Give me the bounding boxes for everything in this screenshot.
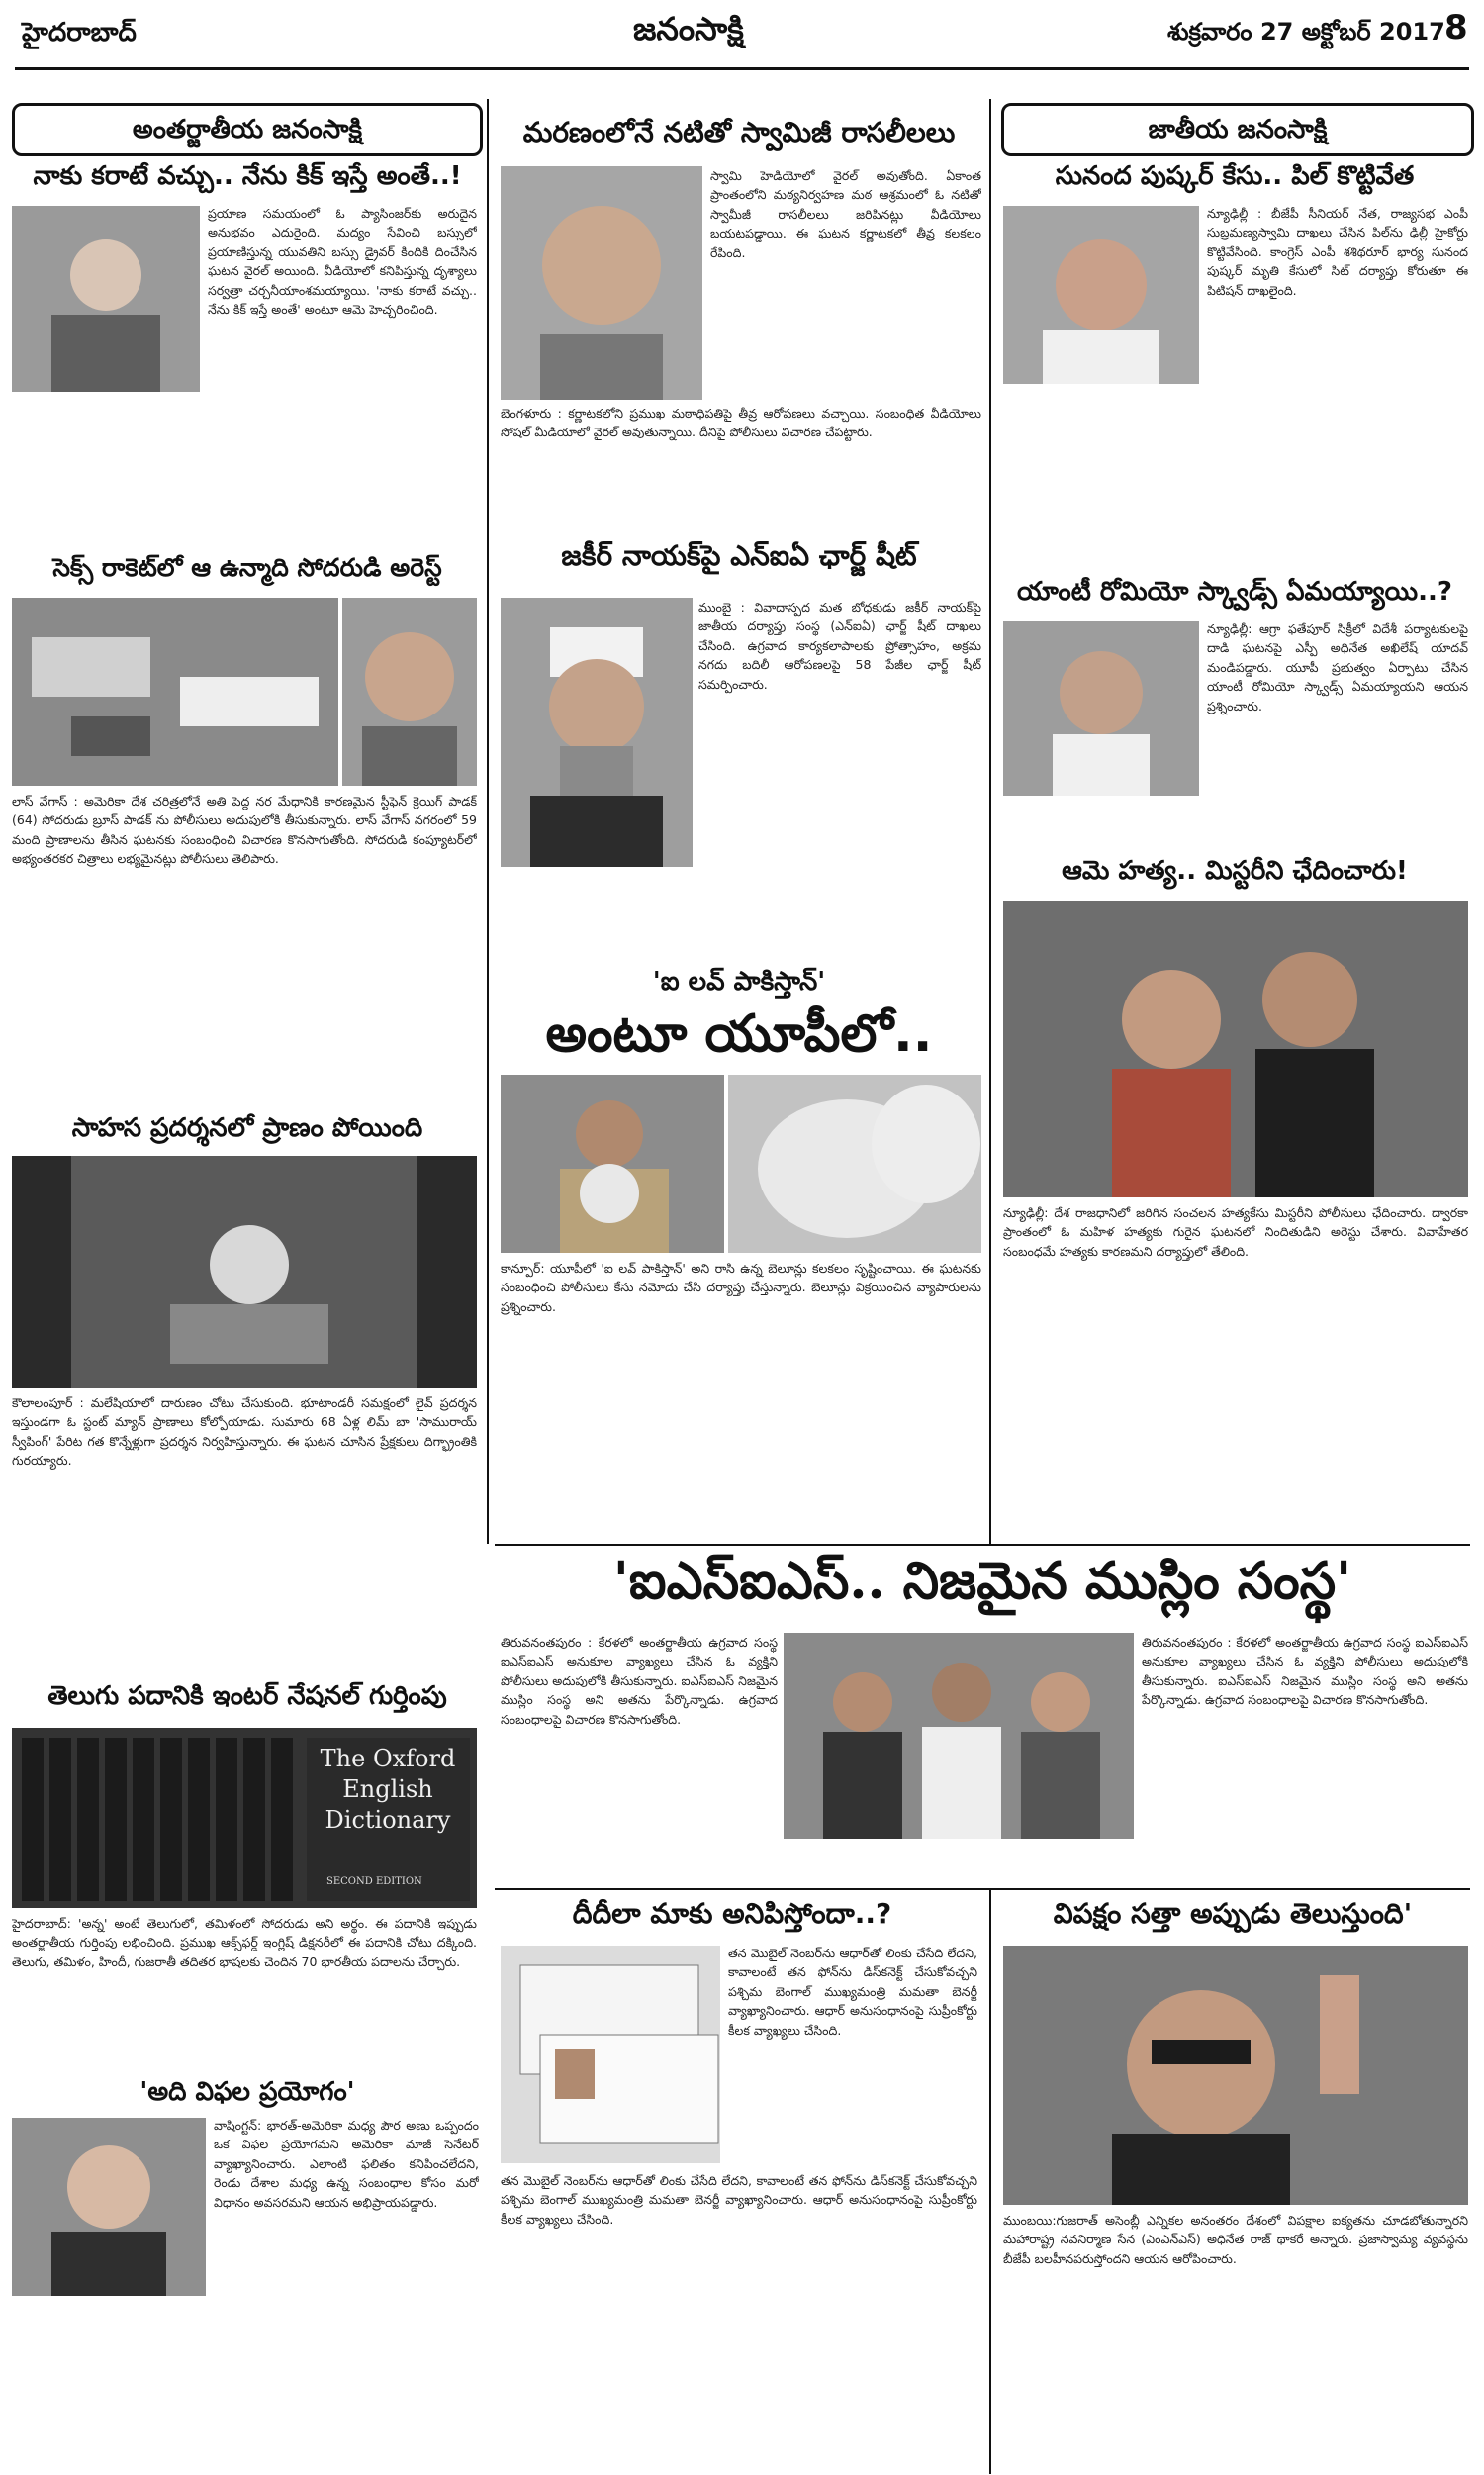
photo-zakir-naik [501,598,693,867]
photo-aadhar-cards [501,1946,720,2163]
lower-divider [495,1544,1470,1546]
photo-senator [12,2118,206,2296]
headline-aadhar: దీదీలా మాకు అనిపిస్తోందా..? [572,1897,892,1930]
headline-raj-thackeray: విపక్షం సత్తా అప్పుడు తెలుస్తుంది' [1053,1897,1413,1930]
body-isis-2: తిరువనంతపురం : కేరళలో అంతర్జాతీయ ఉగ్రవాద సంస్థ ఐఎస్ఐఎస్ అనుకూల వ్యాఖ్యలు చేసిన ఓ వ్యక్తిని పోలీసులు అదుపులోకి తీసుకున్నారు. ఐఎస్ఐఎస్ నిజమైన ముస్లిం సంస్థ అని అతను పేర్కొన్నాడు. ఉగ్రవాద సంబంధాలపై విచారణ కొనసాగుతోంది. [1142,1635,1468,1708]
body-i-love-pakistan: కాన్పూర్: యూపీలో 'ఐ లవ్ పాకిస్తాన్' అని రాసి ఉన్న బెలూన్లు కలకలం సృష్టించాయి. ఈ ఘటనకు సంబంధించి పోలీసులు కేసు నమోదు చేసి దర్యాప్తు చేస్తున్నారు. బెలూన్లు విక్రయించిన వ్యాపారులను ప్రశ్నించారు. [501,1261,981,1314]
section-international: అంతర్జాతీయ జనంసాక్షి [12,103,483,156]
column-divider [989,99,991,1544]
body-anti-romeo: న్యూఢిల్లీ: ఆగ్రా ఫతేపూర్ సిక్రీలో విదేశీ పర్యాటకులపై దాడి ఘటనపై ఎస్పీ అధినేత అఖిలేష్ యాదవ్ మండిపడ్డారు. యూపీ ప్రభుత్వం ఏర్పాటు చేసిన యాంటీ రోమియో స్క్వాడ్స్ ఏమయ్యాయని ఆయన ప్రశ్నించారు. [1207,621,1468,714]
photo-stunt [12,1156,477,1388]
body-aadhar-2: తన మొబైల్ నెంబర్‌ను ఆధార్‌తో లింకు చేసేది లేదని, కావాలంటే తన ఫోన్‌ను డిస్‌కనెక్ట్ చేసుకోవచ్చని పశ్చిమ బెంగాల్ ముఖ్యమంత్రి మమతా బెనర్జీ వ్యాఖ్యానించారు. ఆధార్ అనుసంధానంపై సుప్రీంకోర్టు కీలక వ్యాఖ్యలు చేసింది. [501,2173,977,2227]
headline-murder-mystery: ఆమె హత్య.. మిస్టరీని ఛేదించారు! [1062,856,1408,886]
column-divider [487,99,489,1544]
page-number: 8 [1444,8,1468,48]
body-telugu-word: హైదరాబాద్: 'అన్న' అంటే తెలుగులో, తమిళంలో సోదరుడు అని అర్థం. ఈ పదానికి ఇప్పుడు అంతర్జాతీయ గుర్తింపు లభించింది. ప్రముఖ ఆక్స్‌ఫర్డ్ ఇంగ్లిష్ డిక్షనరీలో ఈ పదానికి చోటు దక్కింది. తెలుగు, తమిళం, హిందీ, గుజరాతీ తదితర భాషలకు చెందిన 70 భారతీయ పదాలను చేర్చారు. [12,1916,477,1969]
oxford-edition: SECOND EDITION [326,1876,422,1887]
body-isis: తిరువనంతపురం : కేరళలో అంతర్జాతీయ ఉగ్రవాద సంస్థ ఐఎస్ఐఎస్ అనుకూల వ్యాఖ్యలు చేసిన ఓ వ్యక్తిని పోలీసులు అదుపులోకి తీసుకున్నారు. ఐఎస్ఐఎస్ నిజమైన ముస్లిం సంస్థ అని అతను పేర్కొన్నాడు. ఉగ్రవాద సంబంధాలపై విచారణ కొనసాగుతోంది. [501,1635,778,1727]
oxford-caption: The Oxford English Dictionary [320,1745,456,1835]
lower-column-divider [989,1890,991,2474]
body-raj-thackeray: ముంబయి:గుజరాత్ అసెంబ్లీ ఎన్నికల అనంతరం దేశంలో విపక్షాల ఐక్యతను చూడబోతున్నారని మహారాష్ట్ర నవనిర్మాణ సేన (ఎంఎన్ఎస్) అధినేత రాజ్ థాకరే అన్నారు. ప్రజాస్వామ్య వ్యవస్థను బీజేపీ బలహీనపరుస్తోందని ఆయన ఆరోపించారు. [1003,2213,1468,2266]
body-stunt: కౌలాలంపూర్ : మలేషియాలో దారుణం చోటు చేసుకుంది. భూటాండరీ సమక్షంలో లైవ్ ప్రదర్శన ఇస్తుండగా ఓ స్టంట్ మ్యాన్ ప్రాణాలు కోల్పోయాడు. సుమారు 68 ఏళ్ల లిమ్ బా 'సామురాయ్ స్వీపింగ్' పేరిట గత కొన్నేళ్లుగా ప్రదర్శన నిర్వహిస్తున్నారు. ఈ ఘటన చూసిన ప్రేక్షకులు దిగ్భ్రాంతికి గురయ్యారు. [12,1395,477,1469]
masthead-city: హైదరాబాద్ [22,18,137,48]
photo-balloon-officer [501,1075,724,1253]
photo-isis-arrest [784,1633,1134,1839]
photo-couple [1003,901,1468,1197]
headline-telugu-word: తెలుగు పదానికి ఇంటర్ నేషనల్ గుర్తింపు [47,1681,447,1711]
headline-karate: నాకు కరాటే వచ్చు.. నేను కిక్ ఇస్తే అంతే..! [33,161,462,191]
photo-raj-thackeray [1003,1946,1468,2205]
headline-sunanda: సునంద పుష్కర్ కేసు.. పిల్ కొట్టివేత [1055,161,1415,191]
body-failed-experiment: వాషింగ్టన్: భారత్-అమెరికా మధ్య పౌర అణు ఒప్పందం ఒక విఫల ప్రయోగమని అమెరికా మాజీ సెనేటర్ వ్యాఖ్యానించారు. ఎలాంటి ఫలితం కనిపించలేదని, రెండు దేశాల మధ్య ఉన్న సంబంధాల కోసం మరో విధానం అవసరమని ఆయన అభిప్రాయపడ్డారు. [214,2118,479,2210]
body-aadhar: తన మొబైల్ నెంబర్‌ను ఆధార్‌తో లింకు చేసేది లేదని, కావాలంటే తన ఫోన్‌ను డిస్‌కనెక్ట్ చేసుకోవచ్చని పశ్చిమ బెంగాల్ ముఖ్యమంత్రి మమతా బెనర్జీ వ్యాఖ్యానించారు. ఆధార్ అనుసంధానంపై సుప్రీంకోర్టు కీలక వ్యాఖ్యలు చేసింది. [728,1946,977,2038]
headline-sex-racket: సెక్స్ రాకెట్‌లో ఆ ఉన్మాది సోదరుడి అరెస్ట్ [52,553,442,582]
body-murder-mystery: న్యూఢిల్లీ: దేశ రాజధానిలో జరిగిన సంచలన హత్యకేసు మిస్టరీని పోలీసులు ఛేదించారు. ద్వారకా ప్రాంతంలో ఓ మహిళ హత్యకు గురైన ఘటనలో నిందితుడిని అరెస్టు చేశారు. వివాహేతర సంబంధమే హత్యకు కారణమని దర్యాప్తులో తేలింది. [1003,1205,1468,1259]
headline-stunt: సాహస ప్రదర్శనలో ప్రాణం పోయింది [71,1113,423,1143]
photo-swamiji [501,166,702,400]
headline-zakir-naik: జకీర్ నాయక్‌పై ఎన్ఐఏ ఛార్జ్ షీట్ [561,539,917,572]
photo-balloons [728,1075,981,1253]
photo-karate [12,206,200,392]
headline-isis: 'ఐఎస్ఐఎస్.. నిజమైన ముస్లిం సంస్థ' [612,1551,1352,1611]
photo-subramanian-swamy [1003,206,1199,384]
lower-divider-2 [495,1888,1470,1890]
body-sex-racket: లాస్ వేగాస్ : అమెరికా దేశ చరిత్రలోనే అతి పెద్ద నర మేధానికి కారణమైన స్టీఫెన్ క్రెయిగ్ పాడక్ (64) సోదరుడు బ్రూస్ పాడక్ ను పోలీసులు అదుపులోకి తీసుకున్నారు. లాస్ వేగాస్ నగరంలో 59 మంది ప్రాణాలను తీసిన ఘటనకు సంబంధించి విచారణ కొనసాగుతోంది. సోదరుడి కంప్యూటర్‌లో అభ్యంతరకర చిత్రాలు లభ్యమైనట్లు పోలీసులు తెలిపారు. [12,794,477,867]
photo-bruce-paddock [342,598,477,786]
headline-failed-experiment: 'అది విఫల ప్రయోగం' [139,2077,355,2107]
body-zakir-naik: ముంబై : వివాదాస్పద మత బోధకుడు జకీర్ నాయక్‌పై జాతీయ దర్యాప్తు సంస్థ (ఎన్ఐఏ) ఛార్జ్ షీట్ దాఖలు చేసింది. ఉగ్రవాద కార్యకలాపాలకు ప్రోత్సాహం, అక్రమ నగదు బదిలీ ఆరోపణలపై 58 పేజీల ఛార్జ్ షీట్ సమర్పించారు. [698,600,981,692]
masthead-rule [15,67,1469,70]
masthead-date: శుక్రవారం 27 అక్టోబర్ 2017 [1167,18,1445,46]
photo-las-vegas [12,598,338,786]
masthead-logo: జనంసాక్షి [633,10,744,48]
headline-swamiji: మరణంలోనే నటితో స్వామిజీ రాసలీలలు [522,116,956,148]
kicker-i-love-pakistan: 'ఐ లవ్ పాకిస్తాన్' [652,967,826,997]
section-national: జాతీయ జనంసాక్షి [1001,103,1474,156]
body-karate: ప్రయాణ సమయంలో ఓ ప్యాసింజర్‌కు అరుదైన అనుభవం ఎదురైంది. మద్యం సేవించి బస్సులో ప్రయాణిస్తున్న యువతిని బస్సు డ్రైవర్ కిందికి దించేసిన ఘటన వైరల్ అయింది. వీడియోలో కనిపిస్తున్న దృశ్యాలు సర్వత్రా చర్చనీయాంశమయ్యాయి. 'నాకు కరాటే వచ్చు.. నేను కిక్ ఇస్తే అంతే' అంటూ ఆమె హెచ్చరించింది. [208,206,477,317]
headline-i-love-pakistan: అంటూ యూపీలో.. [545,1004,933,1064]
body-swamiji: స్వామి హెడియోలో వైరల్ అవుతోంది. ఏకాంత ప్రాంతంలోని మఠ్యనిర్వహణ మఠ ఆశ్రమంలో ఓ నటితో స్వామీజీ రాసలీలలు జరిపినట్లు వీడియోలు బయటపడ్డాయి. ఈ ఘటన కర్ణాటకలో తీవ్ర కలకలం రేపింది. [710,168,981,260]
body-sunanda: న్యూఢిల్లీ : బీజేపీ సీనియర్ నేత, రాజ్యసభ ఎంపీ సుబ్రమణ్యస్వామి దాఖలు చేసిన పిల్‌ను ఢిల్లీ హైకోర్టు కొట్టివేసింది. కాంగ్రెస్ ఎంపీ శశిథరూర్ భార్య సునంద పుష్కర్ మృతి కేసులో సిట్ దర్యాప్తు కోరుతూ ఈ పిటిషన్ దాఖలైంది. [1207,206,1468,298]
headline-anti-romeo: యాంటీ రోమియో స్క్వాడ్స్ ఏమయ్యాయి..? [1017,577,1452,607]
body-swamiji-2: బెంగళూరు : కర్ణాటకలోని ప్రముఖ మఠాధిపతిపై తీవ్ర ఆరోపణలు వచ్చాయి. సంబంధిత వీడియోలు సోషల్ మీడియాలో వైరల్ అవుతున్నాయి. దీనిపై పోలీసులు విచారణ చేపట్టారు. [501,406,981,440]
photo-akhilesh [1003,621,1199,796]
